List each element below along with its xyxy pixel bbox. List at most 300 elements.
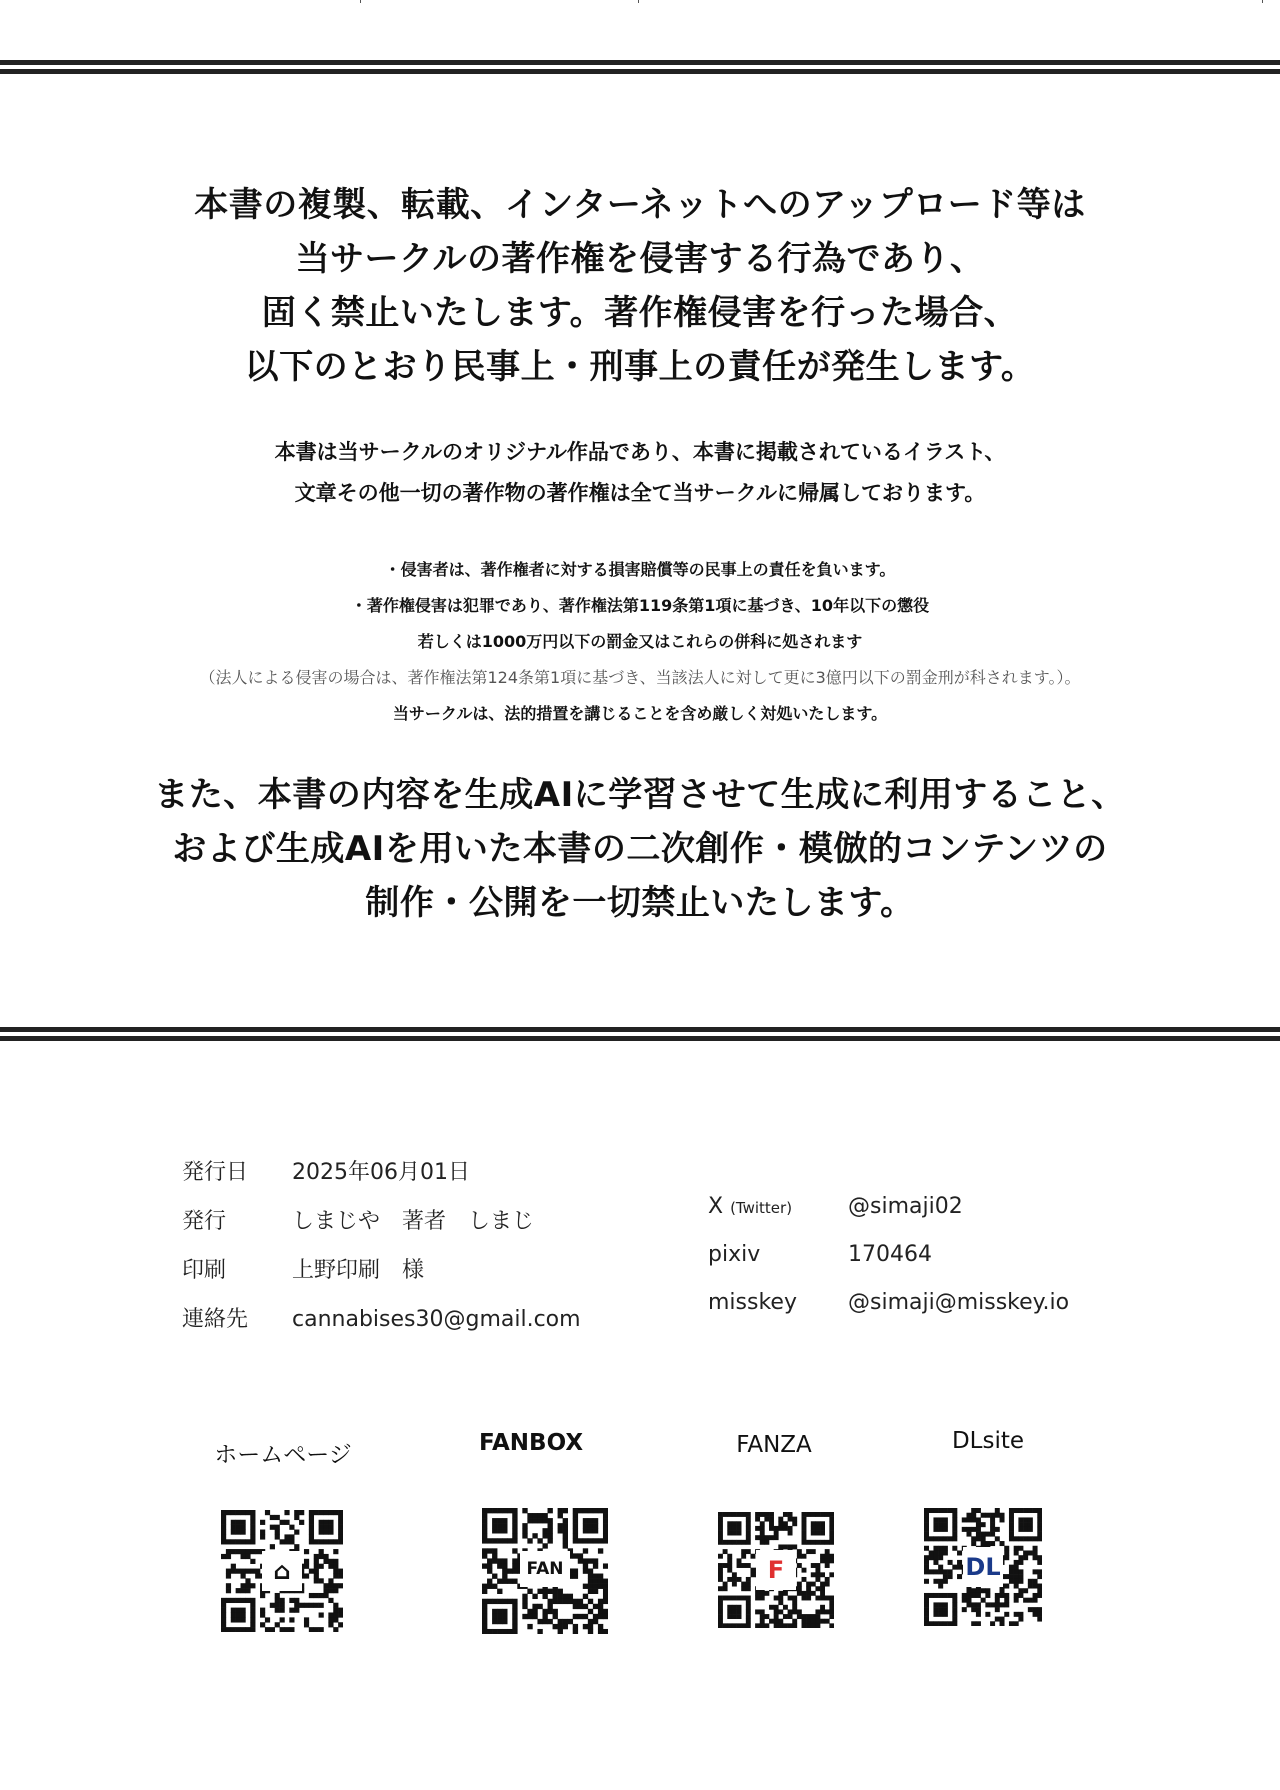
qr-module: [1023, 1517, 1028, 1522]
qr-module: [957, 1565, 962, 1570]
qr-module: [492, 1548, 497, 1553]
colophon-key: 発行: [182, 1209, 227, 1234]
qr-module: [284, 1510, 289, 1515]
qr-module: [588, 1619, 593, 1624]
qr-module: [284, 1539, 289, 1544]
qr-module: [825, 1563, 830, 1568]
qr-module: [737, 1623, 742, 1628]
qr-module: [985, 1532, 990, 1537]
qr-module: [802, 1540, 807, 1545]
qr-module: [588, 1528, 593, 1533]
qr-module: [260, 1612, 265, 1617]
qr-module: [226, 1510, 231, 1515]
qr-module: [314, 1573, 319, 1578]
qr-module: [319, 1510, 324, 1515]
qr-module: [512, 1619, 517, 1624]
qr-module: [792, 1517, 797, 1522]
ownership-notice: [0, 432, 1280, 514]
qr-module: [532, 1609, 537, 1614]
qr-module: [764, 1517, 769, 1522]
qr-module: [746, 1605, 751, 1610]
qr-module: [792, 1600, 797, 1605]
qr-module: [482, 1604, 487, 1609]
qr-module: [938, 1522, 943, 1527]
qr-module: [299, 1520, 304, 1525]
qr-code-dlsite[interactable]: [924, 1508, 1042, 1626]
qr-module: [774, 1605, 779, 1610]
qr-module: [938, 1621, 943, 1626]
qr-module: [1028, 1579, 1033, 1584]
qr-module: [952, 1612, 957, 1617]
qr-module: [769, 1512, 774, 1517]
qr-module: [1037, 1522, 1042, 1527]
qr-module: [573, 1629, 578, 1634]
qr-module: [1014, 1579, 1019, 1584]
qr-module: [952, 1598, 957, 1603]
qr-module: [1023, 1536, 1028, 1541]
qr-module: [522, 1599, 527, 1604]
qr-module: [760, 1623, 765, 1628]
qr-module: [542, 1518, 547, 1523]
qr-module: [512, 1629, 517, 1634]
qr-module: [746, 1549, 751, 1554]
qr-module: [497, 1614, 502, 1619]
qr-module: [221, 1598, 226, 1603]
qr-module: [933, 1550, 938, 1555]
qr-module: [241, 1608, 246, 1613]
qr-module: [985, 1602, 990, 1607]
qr-module: [806, 1586, 811, 1591]
qr-module: [811, 1526, 816, 1531]
qr-module: [284, 1627, 289, 1632]
qr-module: [333, 1539, 338, 1544]
qr-module: [502, 1518, 507, 1523]
qr-module: [1009, 1527, 1014, 1532]
qr-module: [583, 1528, 588, 1533]
qr-module: [995, 1598, 1000, 1603]
qr-module: [328, 1564, 333, 1569]
qr-module: [802, 1554, 807, 1559]
qr-module: [976, 1536, 981, 1541]
qr-module: [583, 1558, 588, 1563]
qr-module: [718, 1596, 723, 1601]
qr-module: [820, 1582, 825, 1587]
qr-module: [603, 1609, 608, 1614]
qr-module: [603, 1518, 608, 1523]
qr-module: [1028, 1607, 1033, 1612]
social-key-note: (Twitter): [730, 1199, 793, 1217]
colophon-left: [182, 1158, 642, 1348]
qr-module: [527, 1538, 532, 1543]
qr-module: [588, 1568, 593, 1573]
qr-module: [226, 1554, 231, 1559]
qr-module: [829, 1535, 834, 1540]
qr-module: [732, 1540, 737, 1545]
qr-module: [603, 1533, 608, 1538]
qr-module: [825, 1582, 830, 1587]
qr-module: [270, 1603, 275, 1608]
qr-module: [497, 1609, 502, 1614]
qr-module: [553, 1589, 558, 1594]
qr-module: [522, 1523, 527, 1528]
qr-module: [1014, 1612, 1019, 1617]
qr-module: [938, 1550, 943, 1555]
qr-module: [727, 1521, 732, 1526]
qr-code-fanza[interactable]: [718, 1512, 834, 1628]
colophon-value: 上野印刷 様: [292, 1258, 425, 1283]
qr-module: [971, 1607, 976, 1612]
colophon-key: 印刷: [182, 1258, 227, 1283]
qr-module: [1014, 1569, 1019, 1574]
qr-module: [811, 1549, 816, 1554]
qr-module: [294, 1544, 299, 1549]
qr-module: [741, 1623, 746, 1628]
qr-module: [815, 1609, 820, 1614]
qr-module: [829, 1614, 834, 1619]
qr-module: [815, 1531, 820, 1536]
qr-module: [802, 1596, 807, 1601]
qr-module: [1023, 1588, 1028, 1593]
qr-module: [788, 1596, 793, 1601]
qr-module: [924, 1598, 929, 1603]
qr-module: [829, 1623, 834, 1628]
qr-module: [985, 1513, 990, 1518]
qr-module: [995, 1602, 1000, 1607]
qr-module: [226, 1539, 231, 1544]
qr-module: [558, 1523, 563, 1528]
qr-module: [236, 1608, 241, 1613]
qr-module: [583, 1594, 588, 1599]
qr-module: [603, 1594, 608, 1599]
qr-module: [741, 1563, 746, 1568]
ai-line: および生成AIを用いた本書の二次創作・模倣的コンテンツの: [172, 829, 1108, 869]
qr-module: [727, 1596, 732, 1601]
qr-module: [1023, 1598, 1028, 1603]
qr-module: [760, 1531, 765, 1536]
qr-module: [811, 1591, 816, 1596]
qr-module: [573, 1533, 578, 1538]
qr-module: [250, 1598, 255, 1603]
qr-module: [985, 1612, 990, 1617]
qr-module: [1009, 1513, 1014, 1518]
qr-module: [829, 1609, 834, 1614]
qr-module: [952, 1517, 957, 1522]
qr-module: [732, 1526, 737, 1531]
qr-module: [1014, 1621, 1019, 1626]
qr-module: [314, 1578, 319, 1583]
qr-module: [755, 1517, 760, 1522]
qr-module: [588, 1518, 593, 1523]
qr-module: [487, 1508, 492, 1513]
qr-module: [1033, 1550, 1038, 1555]
qr-module: [933, 1621, 938, 1626]
qr-module: [250, 1559, 255, 1564]
qr-module: [811, 1614, 816, 1619]
qr-module: [1014, 1593, 1019, 1598]
qr-module: [1018, 1617, 1023, 1622]
qr-module: [507, 1629, 512, 1634]
qr-module: [966, 1593, 971, 1598]
qr-module: [226, 1627, 231, 1632]
qr-module: [760, 1540, 765, 1545]
qr-module: [1037, 1536, 1042, 1541]
qr-module: [750, 1568, 755, 1573]
qr-module: [250, 1515, 255, 1520]
qr-module: [966, 1517, 971, 1522]
qr-module: [598, 1584, 603, 1589]
qr-module: [245, 1569, 250, 1574]
qr-module: [314, 1569, 319, 1574]
qr-module: [990, 1522, 995, 1527]
qr-module: [755, 1609, 760, 1614]
qr-module: [603, 1528, 608, 1533]
qr-module: [976, 1612, 981, 1617]
qr-module: [236, 1549, 241, 1554]
qr-module: [241, 1573, 246, 1578]
qr-module: [492, 1629, 497, 1634]
qr-module: [542, 1589, 547, 1594]
qr-module: [990, 1602, 995, 1607]
qr-module: [755, 1512, 760, 1517]
qr-module: [788, 1609, 793, 1614]
qr-module: [995, 1607, 1000, 1612]
qr-module: [820, 1596, 825, 1601]
qr-module: [981, 1532, 986, 1537]
qr-module: [829, 1531, 834, 1536]
qr-module: [1037, 1527, 1042, 1532]
qr-module: [938, 1593, 943, 1598]
qr-module: [512, 1609, 517, 1614]
qr-module: [783, 1614, 788, 1619]
qr-module: [512, 1614, 517, 1619]
qr-module: [760, 1535, 765, 1540]
qr-module: [588, 1589, 593, 1594]
qr-module: [573, 1604, 578, 1609]
qr-module: [338, 1530, 343, 1535]
qr-module: [231, 1564, 236, 1569]
qr-module: [482, 1513, 487, 1518]
qr-module: [774, 1623, 779, 1628]
qr-module: [563, 1518, 568, 1523]
qr-module: [943, 1517, 948, 1522]
qr-module: [924, 1560, 929, 1565]
qr-code-fanbox[interactable]: [482, 1508, 608, 1634]
qr-module: [1009, 1569, 1014, 1574]
colophon-key: 発行日: [182, 1160, 249, 1185]
qr-module: [328, 1622, 333, 1627]
qr-module: [1018, 1546, 1023, 1551]
qr-module: [933, 1522, 938, 1527]
qr-module: [764, 1623, 769, 1628]
qr-module: [588, 1629, 593, 1634]
ownership-line: 本書は当サークルのオリジナル作品であり、本書に掲載されているイラスト、: [274, 440, 1006, 464]
qr-module: [492, 1553, 497, 1558]
qr-module: [718, 1531, 723, 1536]
qr-module: [815, 1512, 820, 1517]
qr-module: [583, 1518, 588, 1523]
qr-module: [1028, 1598, 1033, 1603]
qr-module: [588, 1624, 593, 1629]
qr-module: [933, 1593, 938, 1598]
qr-module: [314, 1603, 319, 1608]
qr-module: [718, 1623, 723, 1628]
qr-module: [333, 1608, 338, 1613]
qr-module: [558, 1629, 563, 1634]
qr-module: [532, 1513, 537, 1518]
qr-module: [512, 1568, 517, 1573]
qr-module: [236, 1510, 241, 1515]
qr-module: [737, 1563, 742, 1568]
qr-module: [319, 1627, 324, 1632]
qr-module: [811, 1582, 816, 1587]
qr-module: [802, 1521, 807, 1526]
qr-module: [797, 1586, 802, 1591]
qr-module: [598, 1548, 603, 1553]
social-key-name: X: [708, 1194, 724, 1219]
qr-module: [737, 1526, 742, 1531]
qr-module: [309, 1520, 314, 1525]
qr-module: [328, 1578, 333, 1583]
qr-module: [723, 1582, 728, 1587]
qr-module: [583, 1614, 588, 1619]
qr-module: [497, 1629, 502, 1634]
qr-module: [328, 1583, 333, 1588]
qr-module: [527, 1624, 532, 1629]
qr-module: [971, 1621, 976, 1626]
qr-module: [245, 1554, 250, 1559]
qr-module: [558, 1599, 563, 1604]
qr-code-homepage[interactable]: [221, 1510, 343, 1632]
qr-module: [502, 1609, 507, 1614]
qr-module: [933, 1555, 938, 1560]
qr-module: [221, 1603, 226, 1608]
qr-module: [815, 1614, 820, 1619]
qr-module: [778, 1609, 783, 1614]
qr-module: [593, 1528, 598, 1533]
qr-module: [820, 1586, 825, 1591]
qr-module: [502, 1599, 507, 1604]
qr-module: [548, 1609, 553, 1614]
qr-module: [746, 1535, 751, 1540]
qr-module: [309, 1603, 314, 1608]
qr-module: [553, 1609, 558, 1614]
qr-module: [548, 1508, 553, 1513]
qr-module: [537, 1589, 542, 1594]
qr-module: [774, 1609, 779, 1614]
qr-module: [537, 1619, 542, 1624]
qr-module: [507, 1599, 512, 1604]
qr-module: [1028, 1517, 1033, 1522]
qr-module: [542, 1619, 547, 1624]
qr-module: [236, 1627, 241, 1632]
qr-module: [1004, 1593, 1009, 1598]
qr-module: [1037, 1588, 1042, 1593]
qr-module: [797, 1582, 802, 1587]
qr-module: [737, 1614, 742, 1619]
qr-module: [527, 1513, 532, 1518]
qr-module: [236, 1520, 241, 1525]
qr-module: [746, 1614, 751, 1619]
qr-module: [502, 1523, 507, 1528]
notice-main-line: 本書の複製、転載、インターネットへのアップロード等は: [194, 185, 1086, 225]
qr-module: [532, 1594, 537, 1599]
qr-module: [1009, 1579, 1014, 1584]
qr-module: [1037, 1555, 1042, 1560]
qr-module: [976, 1508, 981, 1513]
crop-mark: [638, 0, 639, 3]
qr-module: [280, 1603, 285, 1608]
qr-module: [270, 1525, 275, 1530]
qr-module: [938, 1536, 943, 1541]
qr-module: [512, 1523, 517, 1528]
qr-module: [943, 1550, 948, 1555]
qr-module: [811, 1623, 816, 1628]
qr-module: [333, 1573, 338, 1578]
qr-module: [573, 1523, 578, 1528]
qr-module: [492, 1518, 497, 1523]
qr-module: [563, 1528, 568, 1533]
qr-module: [304, 1622, 309, 1627]
qr-module: [260, 1622, 265, 1627]
colophon-key: 連絡先: [182, 1307, 249, 1332]
qr-module: [933, 1517, 938, 1522]
qr-module: [774, 1531, 779, 1536]
qr-module: [938, 1555, 943, 1560]
qr-module: [241, 1617, 246, 1622]
qr-module: [778, 1591, 783, 1596]
qr-module: [806, 1512, 811, 1517]
qr-module: [815, 1586, 820, 1591]
qr-module: [487, 1538, 492, 1543]
qr-module: [727, 1577, 732, 1582]
qr-module: [802, 1577, 807, 1582]
qr-module: [976, 1532, 981, 1537]
qr-module: [497, 1558, 502, 1563]
qr-module: [829, 1540, 834, 1545]
qr-module: [746, 1619, 751, 1624]
qr-module: [304, 1617, 309, 1622]
qr-module: [924, 1527, 929, 1532]
qr-module: [1037, 1508, 1042, 1513]
qr-module: [966, 1532, 971, 1537]
qr-module: [314, 1593, 319, 1598]
qr-module: [598, 1629, 603, 1634]
qr-module: [250, 1627, 255, 1632]
qr-module: [764, 1614, 769, 1619]
qr-module: [755, 1535, 760, 1540]
qr-module: [231, 1520, 236, 1525]
qr-module: [1014, 1560, 1019, 1565]
qr-module: [497, 1589, 502, 1594]
qr-module: [593, 1558, 598, 1563]
qr-module: [957, 1550, 962, 1555]
qr-module: [542, 1528, 547, 1533]
qr-module: [820, 1619, 825, 1624]
qr-module: [333, 1569, 338, 1574]
qr-module: [294, 1510, 299, 1515]
qr-module: [323, 1539, 328, 1544]
qr-module: [323, 1583, 328, 1588]
qr-module: [593, 1584, 598, 1589]
qr-module: [760, 1614, 765, 1619]
qr-module: [1009, 1532, 1014, 1537]
qr-module: [319, 1612, 324, 1617]
qr-module: [820, 1512, 825, 1517]
qr-module: [718, 1609, 723, 1614]
qr-module: [802, 1531, 807, 1536]
qr-module: [507, 1568, 512, 1573]
qr-module: [328, 1520, 333, 1525]
